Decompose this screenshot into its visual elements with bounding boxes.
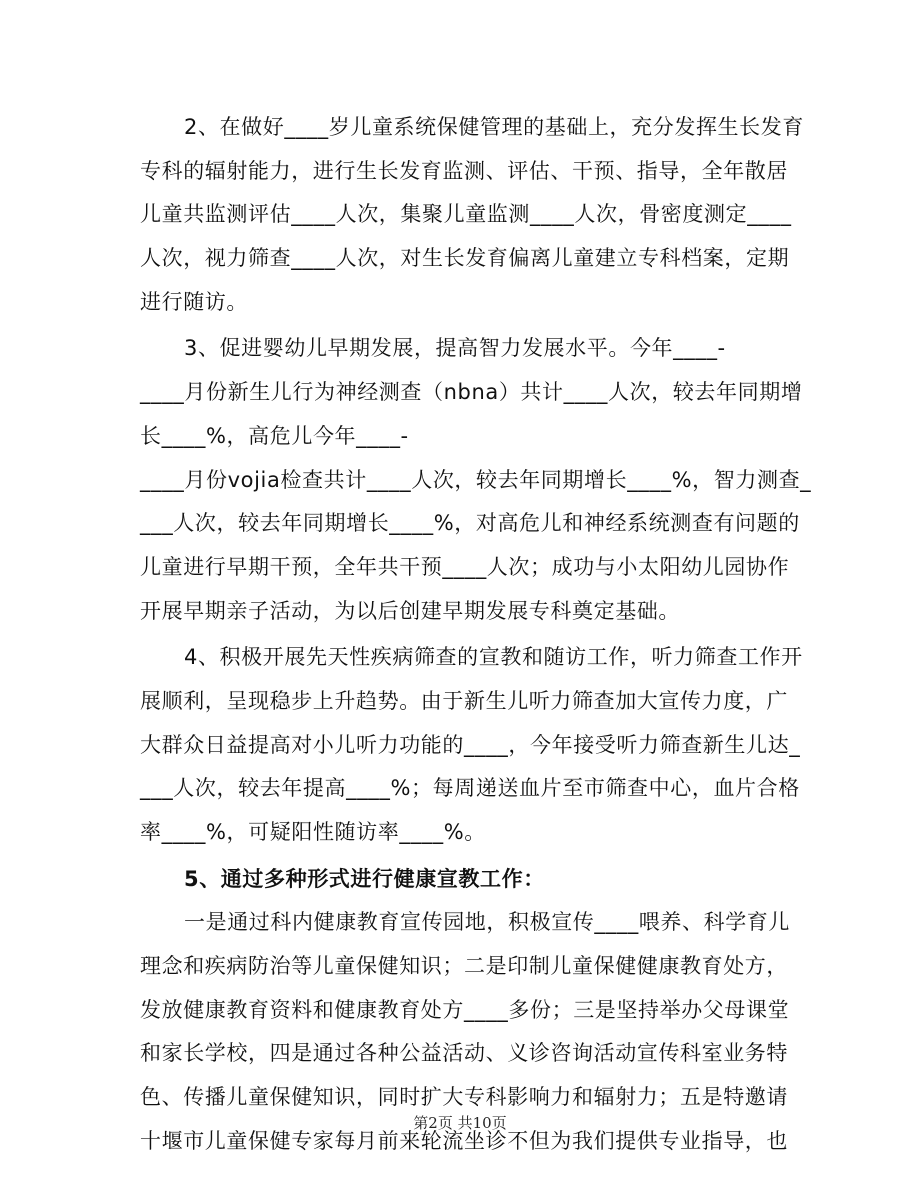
paragraph-3: [140, 327, 812, 633]
text-line: 3、促进婴幼儿早期发展，提高智力发展水平。今年____-: [184, 336, 726, 361]
document-body: [140, 106, 812, 1164]
paragraph-4: [140, 636, 803, 854]
text-line: 展顺利，呈现稳步上升趋势。由于新生儿听力筛查加大宣传力度，广: [140, 688, 788, 713]
text-line: 发放健康教育资料和健康教育处方____多份；三是坚持举办父母课堂: [140, 997, 790, 1022]
text-line: 一是通过科内健康教育宣传园地，积极宣传____喂养、科学育儿: [184, 910, 790, 935]
text-line: ____月份新生儿行为神经测查（nbna）共计____人次，较去年同期增: [140, 380, 803, 405]
text-line: ____月份vojia检查共计____人次，较去年同期增长____%，智力测查_: [140, 467, 812, 492]
section-heading: 5、通过多种形式进行健康宣教工作：: [184, 866, 545, 891]
text-line: 开展早期亲子活动，为以后创建早期发展专科奠定基础。: [140, 598, 680, 623]
text-line: 理念和疾病防治等儿童保健知识；二是印制儿童保健健康教育处方，: [140, 954, 788, 979]
text-line: 儿童进行早期干预，全年共干预____人次；成功与小太阳幼儿园协作: [140, 554, 790, 579]
text-line: 4、积极开展先天性疾病筛查的宣教和随访工作，听力筛查工作开: [184, 645, 803, 670]
text-line: 率____%，可疑阳性随访率____%。: [140, 820, 486, 844]
text-line: 十堰市儿童保健专家每月前来轮流坐诊不但为我们提供专业指导，也: [140, 1128, 788, 1153]
text-line: 儿童共监测评估____人次，集聚儿童监测____人次，骨密度测定____: [140, 202, 792, 227]
text-line: 和家长学校，四是通过各种公益活动、义诊咨询活动宣传科室业务特: [140, 1041, 788, 1066]
page-number-footer: 第2页 共10页: [413, 1114, 507, 1132]
text-line: 色、传播儿童保健知识，同时扩大专科影响力和辐射力；五是特邀请: [140, 1085, 788, 1110]
text-line: ___人次，较去年同期增长____%，对高危儿和神经系统测查有问题的: [140, 511, 800, 536]
text-line: 专科的辐射能力，进行生长发育监测、评估、干预、指导，全年散居: [140, 158, 788, 183]
text-line: 人次，视力筛查____人次，对生长发育偏离儿童建立专科档案，定期: [140, 246, 790, 271]
text-line: 长____%，高危儿今年____-: [140, 423, 409, 448]
text-line: ___人次，较去年提高____%；每周递送血片至市筛查中心，血片合格: [140, 776, 800, 801]
text-line: 2、在做好____岁儿童系统保健管理的基础上，充分发挥生长发育: [184, 115, 804, 139]
text-line: 大群众日益提高对小儿听力功能的____，今年接受听力筛查新生儿达_: [140, 732, 801, 757]
text-line: 进行随访。: [140, 289, 248, 314]
paragraph-2: [140, 106, 804, 324]
